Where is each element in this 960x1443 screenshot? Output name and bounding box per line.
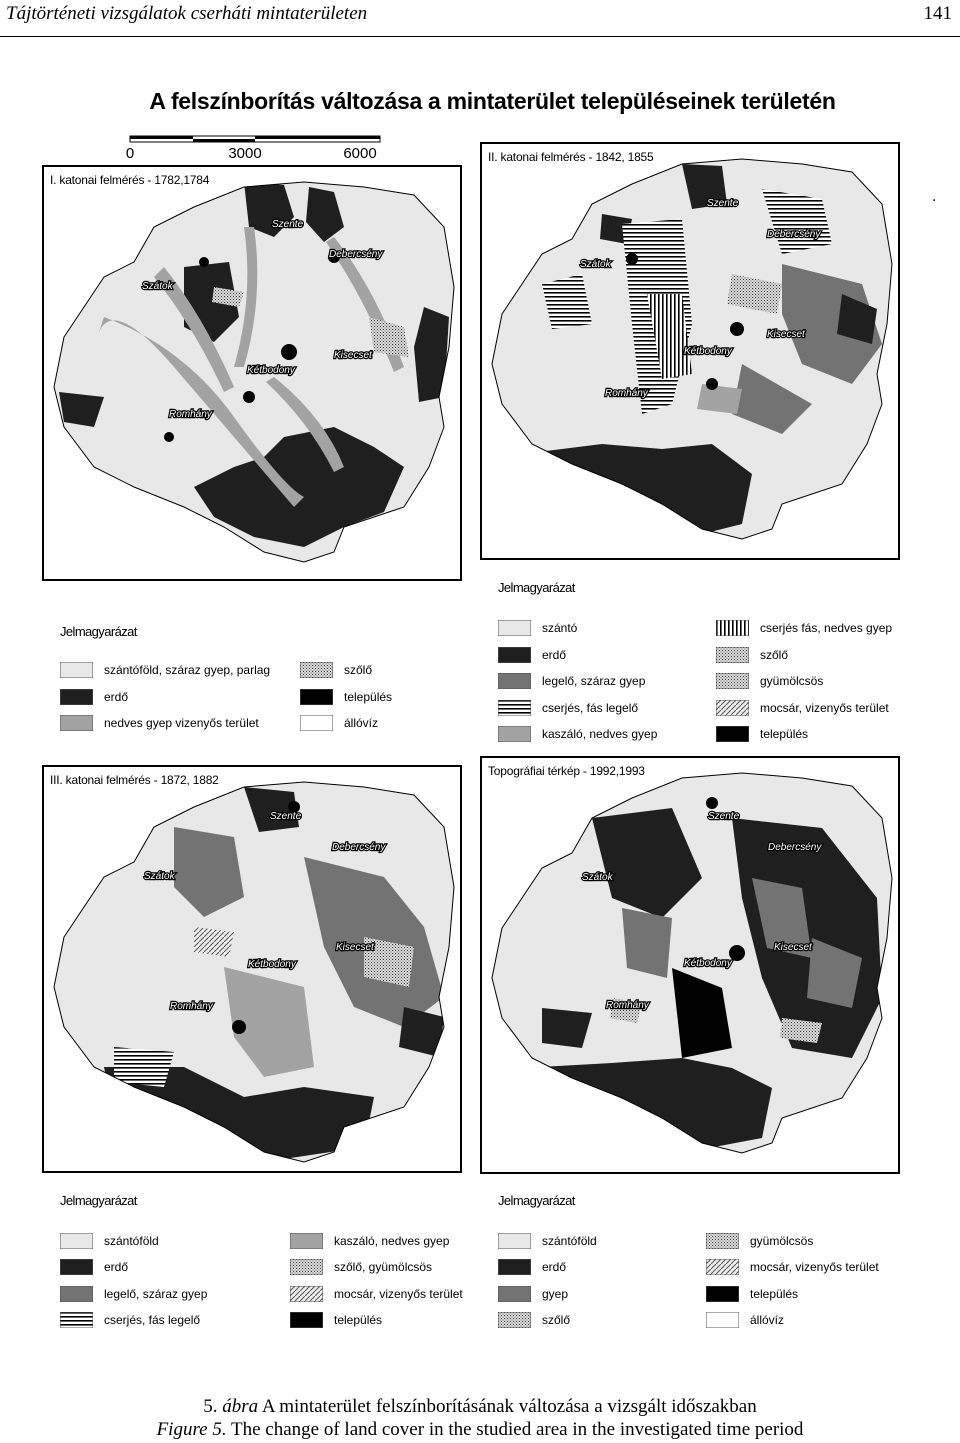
legend-label: erdő	[542, 1260, 567, 1275]
legend-label: gyümölcsös	[760, 674, 824, 688]
legend-label: mocsár, vizenyős terület	[760, 700, 889, 715]
legend-swatch	[300, 715, 333, 731]
legend-label: kaszáló, nedves gyep	[542, 727, 658, 741]
map-panel-1993	[480, 756, 900, 1174]
page-number: 141	[923, 3, 952, 24]
scale-label-3000: 3000	[228, 145, 262, 162]
legend-swatch	[290, 1286, 323, 1302]
legend-label: település	[334, 1312, 383, 1327]
legend-title-1882: Jelmagyarázat	[60, 1193, 137, 1208]
legend-swatch	[498, 726, 531, 742]
legend-swatch	[716, 673, 749, 689]
legend-label: település	[344, 689, 393, 704]
town-label: Szátok	[580, 259, 611, 270]
legend-swatch	[60, 1233, 93, 1249]
map-label-1882: III. katonai felmérés - 1872, 1882	[50, 773, 219, 787]
town-label: Kisecset	[334, 350, 372, 361]
map-panel-1784	[42, 165, 462, 581]
legend-swatch	[498, 1286, 531, 1302]
town-label: Romhány	[170, 1001, 213, 1012]
legend-swatch	[290, 1259, 323, 1275]
legend-swatch	[60, 662, 93, 678]
legend-label: település	[760, 727, 809, 741]
town-label: Kisecset	[774, 942, 812, 953]
town-label: Szente	[707, 198, 739, 209]
town-label: Kisecset	[336, 942, 374, 953]
town-label: Kétbodony	[684, 346, 732, 357]
legend-label: szőlő, gyümölcsös	[334, 1260, 433, 1275]
legend-swatch	[60, 1259, 93, 1275]
legend-swatch	[498, 1312, 531, 1328]
legend-label: szántóföld, száraz gyep, parlag	[104, 663, 271, 677]
legend-label: nedves gyep vizenyős terület	[104, 716, 259, 730]
legend-swatch	[60, 1312, 93, 1328]
caption-label-en: Figure 5.	[156, 1419, 227, 1440]
legend-label: cserjés, fás legelő	[542, 700, 639, 715]
town-label: Debercsény	[767, 229, 821, 240]
legend-swatch	[706, 1233, 739, 1249]
legend-swatch	[290, 1233, 323, 1249]
stray-mark: .	[932, 188, 937, 205]
town-label: Szente	[272, 219, 304, 230]
legend-swatch	[60, 715, 93, 731]
map-panel-1882	[42, 765, 462, 1173]
legend-swatch	[498, 647, 531, 663]
caption-text-en: The change of land cover in the studied area in the investigated time period	[231, 1419, 804, 1440]
figure-caption-en	[0, 1419, 960, 1441]
map-label-1855: II. katonai felmérés - 1842, 1855	[488, 150, 654, 164]
legend-label: gyep	[542, 1286, 569, 1301]
legend-label: kaszáló, nedves gyep	[334, 1234, 450, 1248]
map-label-1784: I. katonai felmérés - 1782,1784	[50, 173, 210, 187]
caption-text-hu: A mintaterület felszínborításának változása a vizsgált időszakban	[261, 1396, 757, 1417]
legend-swatch	[290, 1312, 323, 1328]
scale-bar	[120, 134, 390, 164]
legend-title-1993: Jelmagyarázat	[498, 1193, 575, 1208]
town-label: Kétbodony	[247, 365, 295, 376]
scale-label-0: 0	[125, 145, 135, 162]
town-label: Kétbodony	[684, 958, 732, 969]
legend-label: legelő, száraz gyep	[542, 674, 646, 688]
legend-label: cserjés fás, nedves gyep	[760, 621, 893, 635]
town-label: Kisecset	[767, 329, 805, 340]
town-label: Romhány	[605, 388, 648, 399]
land-cover-map-1993	[482, 758, 898, 1172]
town-label: Debercsény	[329, 249, 383, 260]
legend-label: legelő, száraz gyep	[104, 1286, 208, 1301]
legend-swatch	[60, 1286, 93, 1302]
figure-caption-hu	[0, 1396, 960, 1418]
town-label: Szente	[270, 811, 302, 822]
legend-swatch	[300, 662, 333, 678]
town-label: Szente	[708, 811, 740, 822]
figure-title: A felszínborítás változása a mintaterület településeinek területén	[149, 88, 836, 114]
legend-title-1855: Jelmagyarázat	[498, 580, 575, 595]
town-label: Romhány	[169, 409, 212, 420]
legend-title-1784: Jelmagyarázat	[60, 624, 137, 639]
town-label: Kétbodony	[248, 959, 296, 970]
legend-swatch	[300, 689, 333, 705]
legend-swatch	[706, 1259, 739, 1275]
legend-label: gyümölcsös	[750, 1234, 814, 1248]
legend-label: erdő	[104, 1260, 129, 1275]
caption-label-hu: ábra	[222, 1396, 259, 1417]
town-label: Romhány	[606, 1000, 649, 1011]
legend-label: mocsár, vizenyős terület	[750, 1260, 879, 1275]
legend-label: erdő	[542, 647, 567, 662]
legend-label: település	[750, 1286, 799, 1301]
legend-label: szántó	[542, 621, 578, 635]
legend-swatch	[716, 647, 749, 663]
legend-label: erdő	[104, 689, 129, 704]
running-title: Tájtörténeti vizsgálatok cserháti mintaterületen	[6, 3, 368, 24]
legend-label: mocsár, vizenyős terület	[334, 1286, 463, 1301]
town-label: Szátok	[144, 871, 175, 882]
legend-swatch	[498, 1233, 531, 1249]
legend-swatch	[498, 620, 531, 636]
town-label: Debercsény	[768, 842, 822, 853]
map-label-1993: Topográfiai térkép - 1992,1993	[488, 764, 645, 778]
land-cover-map-1784	[44, 167, 460, 579]
legend-swatch	[706, 1286, 739, 1302]
legend-label: szőlő	[542, 1312, 571, 1327]
legend-swatch	[706, 1312, 739, 1328]
map-panel-1855	[480, 142, 900, 560]
legend-label: szántóföld	[542, 1234, 597, 1248]
legend-swatch	[716, 620, 749, 636]
legend-swatch	[716, 700, 749, 716]
caption-number: 5.	[203, 1396, 218, 1417]
town-label: Debercsény	[332, 842, 386, 853]
legend-label: szántóföld	[104, 1234, 159, 1248]
legend-label: szőlő	[760, 647, 789, 662]
legend-label: állóvíz	[344, 716, 379, 730]
legend-swatch	[498, 673, 531, 689]
legend-label: cserjés, fás legelő	[104, 1312, 201, 1327]
town-label: Szátok	[582, 872, 613, 883]
legend-swatch	[498, 700, 531, 716]
legend-swatch	[498, 1259, 531, 1275]
legend-label: állóvíz	[750, 1312, 785, 1327]
land-cover-map-1855	[482, 144, 898, 558]
legend-swatch	[716, 726, 749, 742]
scale-label-6000: 6000	[343, 145, 377, 162]
page-header	[0, 0, 960, 37]
legend-swatch	[60, 689, 93, 705]
land-cover-map-1882	[44, 767, 460, 1171]
legend-label: szőlő	[344, 663, 373, 677]
town-label: Szátok	[142, 281, 173, 292]
